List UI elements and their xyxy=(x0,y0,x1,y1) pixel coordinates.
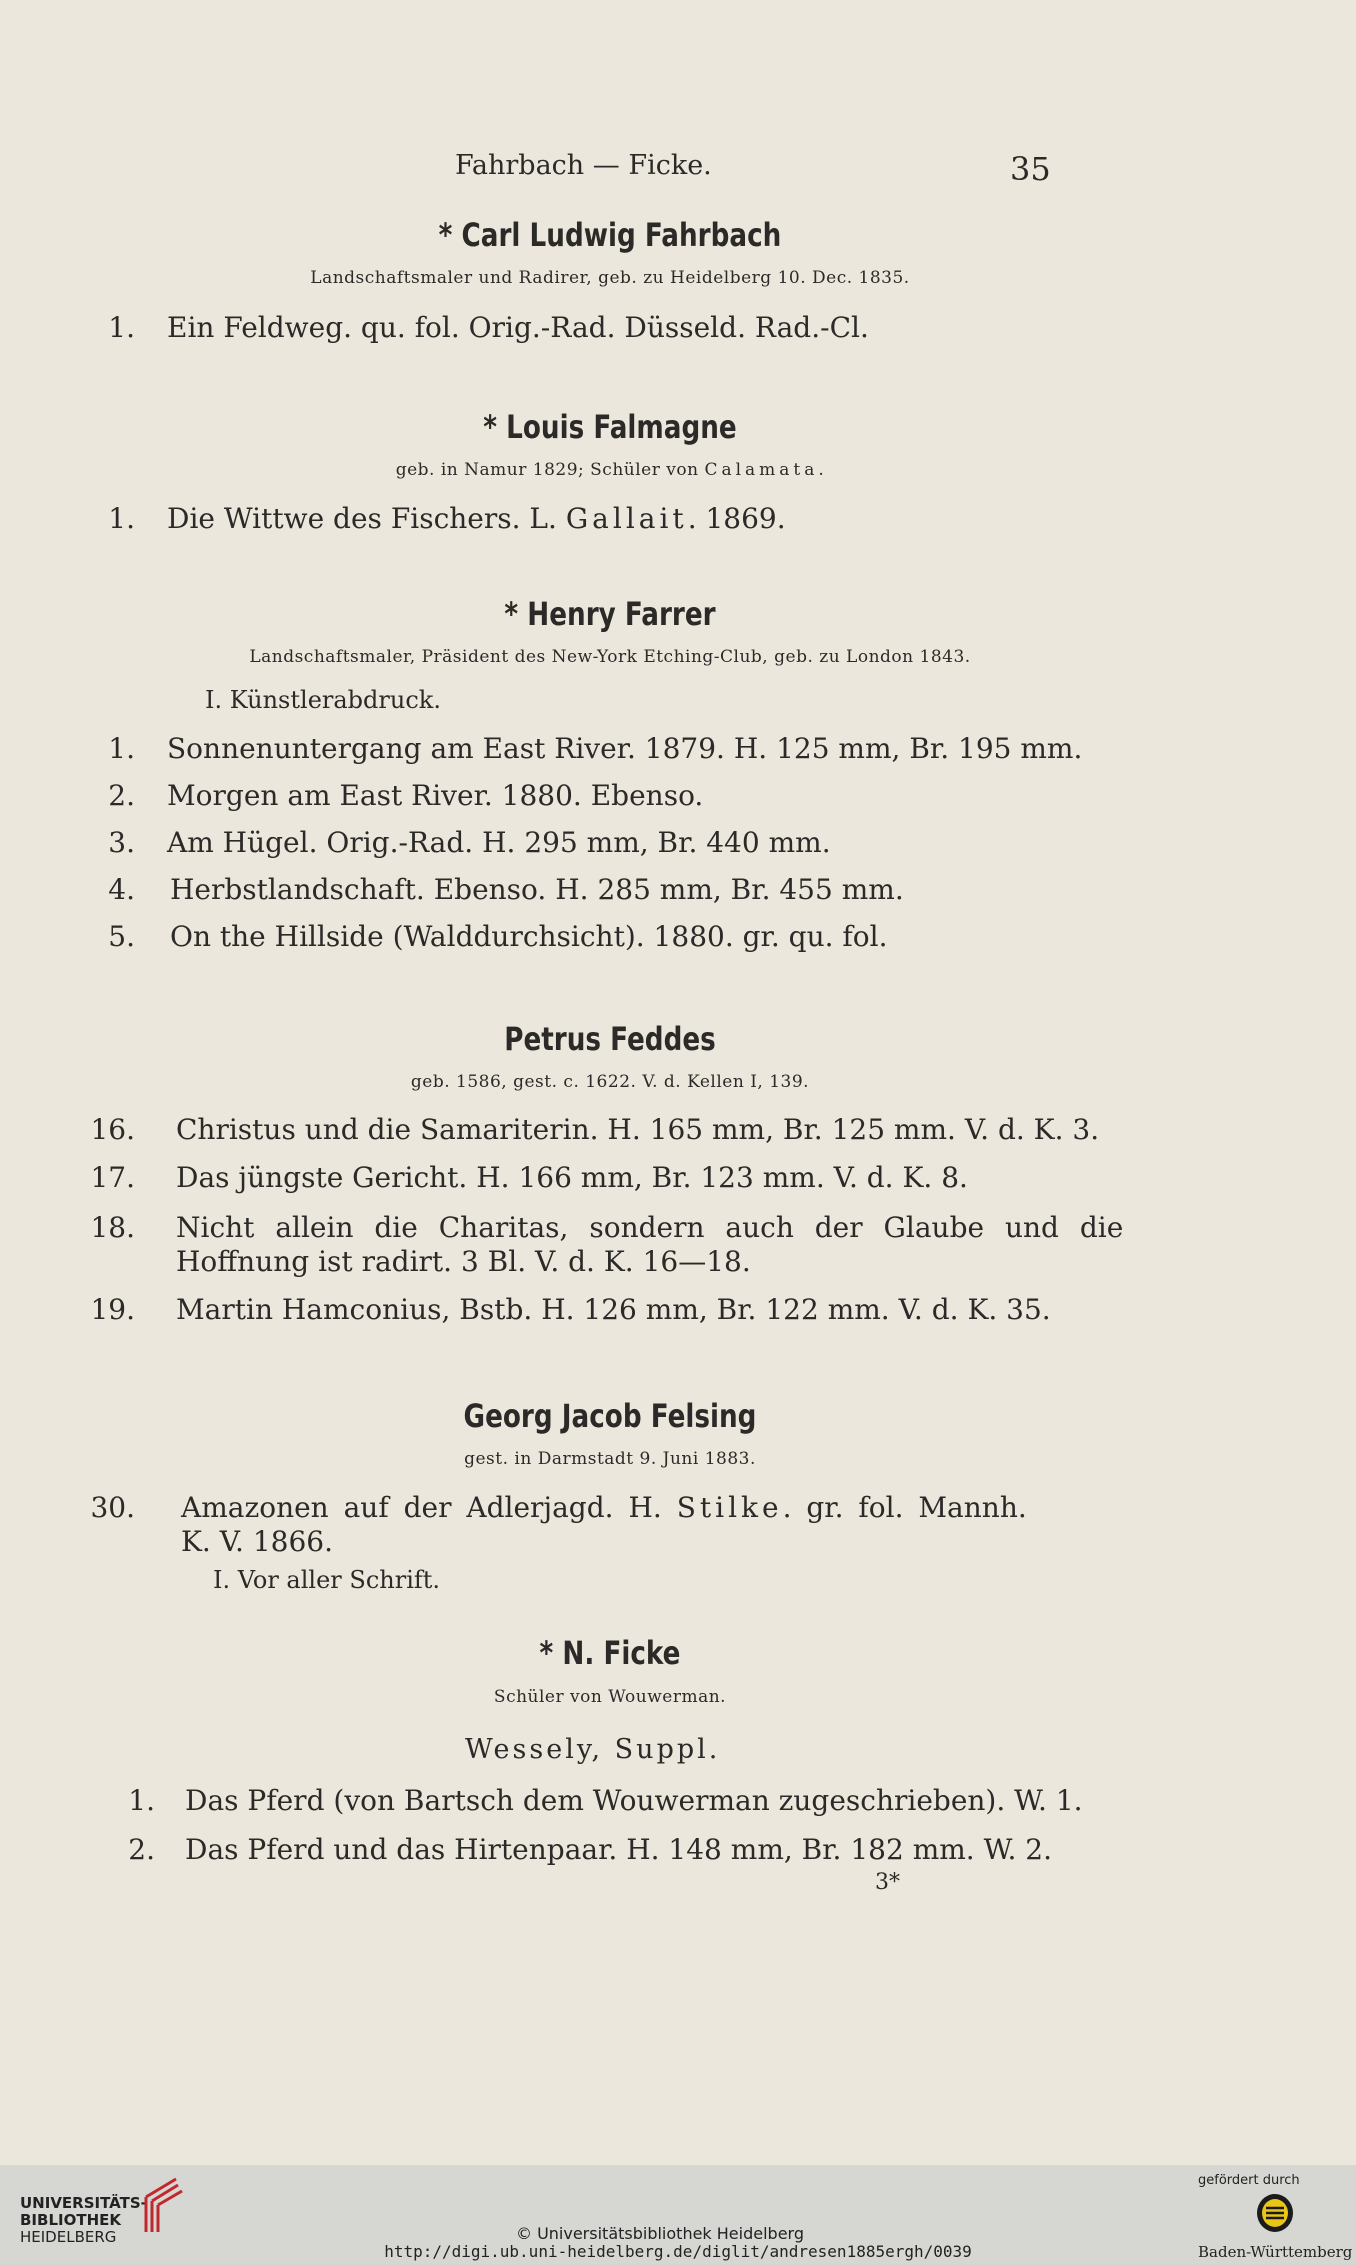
funder-name: Baden-Württemberg xyxy=(1198,2243,1353,2261)
entry-number: 1. xyxy=(108,732,135,765)
entry-text: Ein Feldweg. qu. fol. Orig.-Rad. Düsseld. Rad.-Cl. xyxy=(167,311,869,344)
entry-text: Am Hügel. Orig.-Rad. H. 295 mm, Br. 440 mm. xyxy=(167,826,831,859)
entry-number: 1. xyxy=(128,1784,155,1817)
artist-heading: Petrus Feddes xyxy=(504,1020,716,1058)
entry-number: 4. xyxy=(108,873,135,906)
signature-mark: 3* xyxy=(875,1870,900,1895)
funded-by-label: gefördert durch xyxy=(1198,2173,1300,2188)
artist-heading: * Henry Farrer xyxy=(504,595,716,633)
entry-text: Nicht allein die Charitas, sondern auch der Glaube und die xyxy=(176,1211,1124,1244)
entry-text: Amazonen auf der Adlerjagd. H. Stilke. gr. fol. Mannh. xyxy=(181,1491,1027,1524)
entry-text: On the Hillside (Walddurchsicht). 1880. gr. qu. fol. xyxy=(170,920,888,953)
artist-heading: * N. Ficke xyxy=(539,1634,681,1672)
state-note: I. Vor aller Schrift. xyxy=(213,1566,441,1594)
entry-text: Das jüngste Gericht. H. 166 mm, Br. 123 mm. V. d. K. 8. xyxy=(176,1161,968,1194)
entry-number: 18. xyxy=(90,1211,135,1244)
entry-number: 16. xyxy=(90,1113,135,1146)
entry-text-continued: Hoffnung ist radirt. 3 Bl. V. d. K. 16—18. xyxy=(176,1245,751,1278)
entry-text: Martin Hamconius, Bstb. H. 126 mm, Br. 122 mm. V. d. K. 35. xyxy=(176,1293,1051,1326)
page-number: 35 xyxy=(1010,150,1051,188)
library-name[interactable]: UNIVERSITÄTS- BIBLIOTHEK HEIDELBERG xyxy=(20,2194,147,2246)
entry-number: 30. xyxy=(90,1491,135,1524)
entry-number: 2. xyxy=(128,1833,155,1866)
entry-text: Christus und die Samariterin. H. 165 mm, Br. 125 mm. V. d. K. 3. xyxy=(176,1113,1100,1146)
artist-bio: geb. 1586, gest. c. 1622. V. d. Kellen I, 139. xyxy=(410,1072,810,1092)
entry-text: Das Pferd (von Bartsch dem Wouwerman zugeschrieben). W. 1. xyxy=(185,1784,1083,1817)
entry-number: 3. xyxy=(108,826,135,859)
artist-heading: * Louis Falmagne xyxy=(483,408,737,446)
entry-text-continued: K. V. 1866. xyxy=(181,1525,334,1558)
entry-number: 1. xyxy=(108,502,135,535)
footer-bar xyxy=(0,2165,1356,2265)
entry-text: Sonnenuntergang am East River. 1879. H. 125 mm, Br. 195 mm. xyxy=(167,732,1083,765)
entry-number: 19. xyxy=(90,1293,135,1326)
artist-heading: Georg Jacob Felsing xyxy=(463,1397,757,1435)
entry-number: 5. xyxy=(108,920,135,953)
artist-heading: * Carl Ludwig Fahrbach xyxy=(438,216,782,254)
entry-number: 1. xyxy=(108,311,135,344)
running-head xyxy=(0,150,1356,190)
entry-number: 17. xyxy=(90,1161,135,1194)
entry-text: Herbstlandschaft. Ebenso. H. 285 mm, Br. 455 mm. xyxy=(170,873,904,906)
running-title: Fahrbach — Ficke. xyxy=(455,150,712,181)
copyright-notice: © Universitätsbibliothek Heidelberg xyxy=(515,2224,804,2243)
artist-bio: geb. in Namur 1829; Schüler von Calamata. xyxy=(395,460,825,480)
artist-bio: Schüler von Wouwerman. xyxy=(493,1687,727,1707)
artist-bio: Landschaftsmaler und Radirer, geb. zu Heidelberg 10. Dec. 1835. xyxy=(310,268,910,288)
entry-number: 2. xyxy=(108,779,135,812)
state-coat-of-arms-icon xyxy=(1255,2190,1295,2234)
state-note: I. Künstlerabdruck. xyxy=(205,686,441,714)
entry-text: Das Pferd und das Hirtenpaar. H. 148 mm, Br. 182 mm. W. 2. xyxy=(185,1833,1053,1866)
artist-bio: Landschaftsmaler, Präsident des New-York Etching-Club, geb. zu London 1843. xyxy=(249,647,971,667)
permalink[interactable]: http://digi.ub.uni-heidelberg.de/diglit/andresen1885ergh/0039 xyxy=(384,2242,972,2261)
library-logo-icon xyxy=(138,2167,188,2237)
entry-text: Die Wittwe des Fischers. L. Gallait. 1869. xyxy=(167,502,786,535)
reference-work: Wessely, Suppl. xyxy=(465,1734,721,1765)
artist-bio: gest. in Darmstadt 9. Juni 1883. xyxy=(464,1449,756,1469)
entry-text: Morgen am East River. 1880. Ebenso. xyxy=(167,779,704,812)
